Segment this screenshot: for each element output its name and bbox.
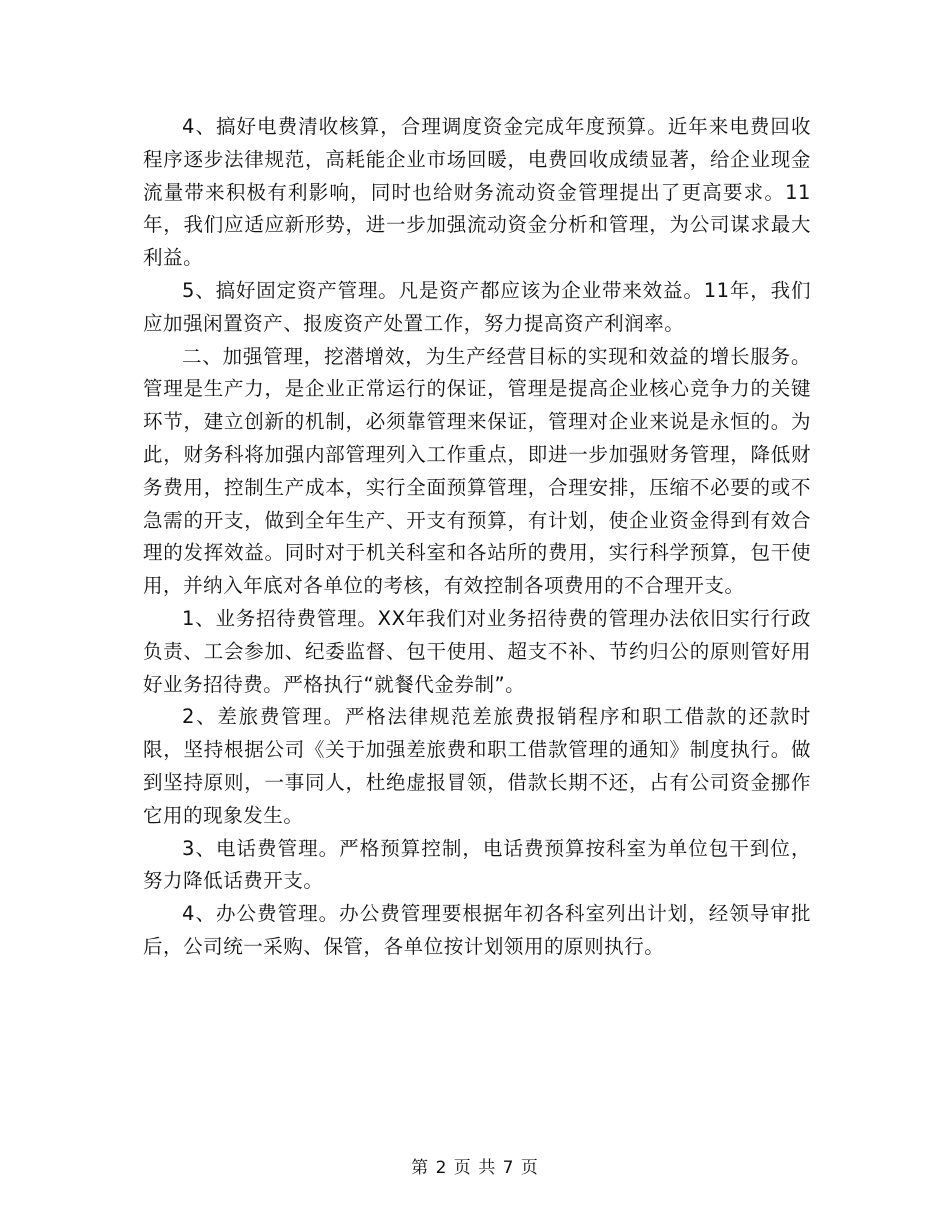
- paragraph-electricity-fee: 4、搞好电费清收核算，合理调度资金完成年度预算。近年来电费回收程序逐步法律规范，高耗能企业市场回暖，电费回收成绩显著，给企业现金流量带来积极有利影响，同时也给财务流动资金管理提出了更高要求。11年，我们应适应新形势，进一步加强流动资金分析和管理，为公司谋求最大利益。: [143, 115, 811, 270]
- paragraph-fixed-assets: 5、搞好固定资产管理。凡是资产都应该为企业带来效益。11年，我们应加强闲置资产、报废资产处置工作，努力提高资产利润率。: [143, 278, 811, 335]
- document-body: [143, 111, 811, 964]
- page-number-footer: 第 2 页 共 7 页: [411, 1158, 539, 1178]
- paragraph-telephone-fee: 3、电话费管理。严格预算控制，电话费预算按科室为单位包干到位，努力降低话费开支。: [143, 836, 811, 893]
- paragraph-travel-fee: 2、差旅费管理。严格法律规范差旅费报销程序和职工借款的还款时限，坚持根据公司《关于加强差旅费和职工借款管理的通知》制度执行。做到坚持原则，一事同人，杜绝虚报冒领，借款长期不还，占有公司资金挪作它用的现象发生。: [143, 705, 811, 827]
- paragraph-hospitality-fee: 1、业务招待费管理。XX年我们对业务招待费的管理办法依旧实行行政负责、工会参加、纪委监督、包干使用、超支不补、节约归公的原则管好用好业务招待费。严格执行“就餐代金券制”。: [143, 606, 811, 696]
- paragraph-office-fee: 4、办公费管理。办公费管理要根据年初各科室列出计划，经领导审批后，公司统一采购、保管，各单位按计划领用的原则执行。: [143, 902, 811, 958]
- paragraph-strengthen-management: 二、加强管理，挖潜增效，为生产经营目标的实现和效益的增长服务。管理是生产力，是企业正常运行的保证，管理是提高企业核心竞争力的关键环节，建立创新的机制，必须靠管理来保证，管理对企业来说是永恒的。为此，财务科将加强内部管理列入工作重点，即进一步加强财务管理，降低财务费用，控制生产成本，实行全面预算管理，合理安排，压缩不必要的或不急需的开支，做到全年生产、开支有预算，有计划，使企业资金得到有效合理的发挥效益。同时对于机关科室和各站所的费用，实行科学预算，包干使用，并纳入年底对各单位的考核，有效控制各项费用的不合理开支。: [143, 344, 811, 598]
